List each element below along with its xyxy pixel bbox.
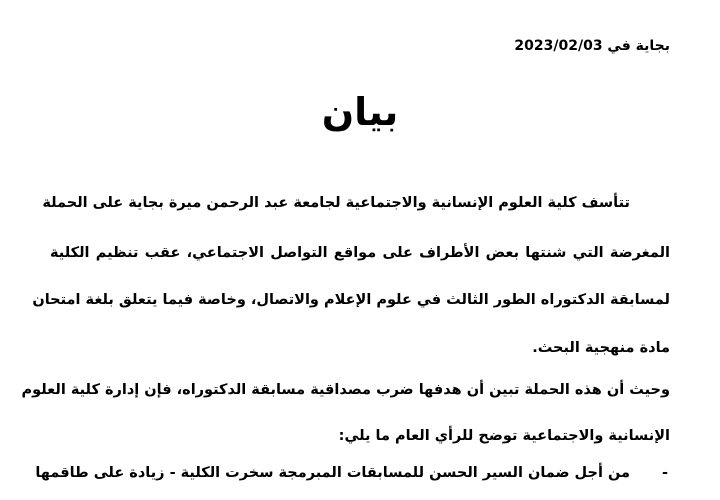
paragraph-line: لمسابقة الدكتوراه الطور الثالث في علوم الإعلام والاتصال، وخاصة فيما يتعلق بلغة امتحان	[32, 292, 670, 308]
list-bullet-marker: -	[661, 465, 668, 481]
paragraph-line: مادة منهجية البحث.	[532, 340, 670, 356]
document-title	[0, 90, 720, 134]
paragraph-line: الإنسانية والاجتماعية توضح للرأي العام ما يلي:	[338, 428, 670, 444]
paragraph-line: وحيث أن هذه الحملة تبين أن هدفها ضرب مصداقية مسابقة الدكتوراه، فإن إدارة كلية العلوم	[21, 382, 670, 398]
document-date: بجاية في 2023/02/03	[514, 38, 670, 54]
list-item-text: من أجل ضمان السير الحسن للمسابقات المبرمجة سخرت الكلية - زيادة على طاقمها	[35, 465, 630, 481]
title-text: بيان	[321, 90, 399, 134]
paragraph-line: تتأسف كلية العلوم الإنسانية والاجتماعية لجامعة عبد الرحمن ميرة بجاية على الحملة	[42, 195, 630, 211]
paragraph-line: المغرضة التي شنتها بعض الأطراف على مواقع التواصل الاجتماعي، عقب تنظيم الكلية	[50, 245, 670, 261]
